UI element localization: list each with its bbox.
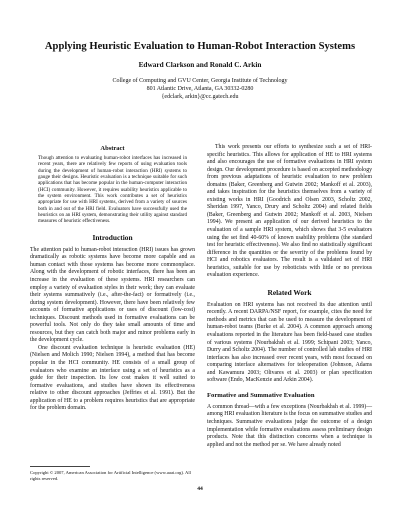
introduction-heading: Introduction bbox=[92, 232, 133, 242]
introduction-paragraph-1: The attention paid to human-robot interaction (HRI) issues has grown dramatically as robotic systems have become more capable and as human contact with those systems has become more commonplace. Along with the development of robotic interfaces, there has been an increase in the evaluation of these systems. HRI researchers can employ a variety of evaluation styles in their work; they can evaluate their systems summatively (i.e., after-the-fact) or formatively (i.e., during system development). However, there have been relatively few accounts of formative applications or uses of discount (low-cost) techniques. Discount methods used in formative evaluations can be powerful tools. Not only do they take small amounts of time and resources, but they can catch both major and minor problems early in the development cycle. bbox=[30, 246, 195, 344]
author-names: Edward Clarkson and Ronald C. Arkin bbox=[138, 60, 262, 69]
related-work-heading: Related Work bbox=[267, 287, 312, 297]
related-work-paragraph: Evaluation on HRI systems has not received its due attention until recently. A recent DARPA/NSF report, for example, cites the need for methods and metrics that can be used to measure the development of human-robot teams (Burke et al. 2004). A common approach among evaluations reported in the literature has been field-based case studies of various systems (Nourbakhsh et al. 1999; Schipani 2003; Yanco, Durry and Scholtz 2004). The number of controlled lab studies of HRI interfaces has also increased over recent years, with most focused on comparing interface alternatives for teleoperation (Johnson, Adams and Kawamura 2003; Olivares et al. 2003) or plan specification software (Endo, MacKenzie and Arkin 2004). bbox=[207, 301, 372, 384]
formative-summative-heading: Formative and Summative Evaluation bbox=[207, 391, 315, 399]
affiliation-line-1: College of Computing and GVU Center, Georgia Institute of Technology bbox=[112, 78, 288, 84]
abstract-heading: Abstract bbox=[100, 145, 125, 152]
affiliation-line-2: 801 Atlantic Drive, Atlanta, GA 30332-0280 bbox=[146, 86, 254, 92]
left-column bbox=[30, 144, 195, 413]
formative-summative-paragraph: A common thread—with a few exceptions (Nourbakhsh et al. 1999)—among HRI evaluation literature is the focus on summative studies and techniques. Summative evaluations judge the outcome of a design implementation while formative evaluations assess preliminary design products. Note that this distinction concerns when a technique is applied and not the method per se. We have already noted bbox=[207, 403, 372, 448]
intro-continued-paragraph: This work presents our efforts to synthesize such a set of HRI-specific heuristics. This allows for application of HE to HRI systems and also encourages the use of formative evaluations in HRI system design. Our development procedure is based on accepted methodology from previous adaptations of heuristic evaluation to new problem domains (Baker, Greenberg and Gutwin 2002; Mankoff et al. 2003), and takes inspiration for the heuristics themselves from a variety of existing works in HRI (Goodrich and Olsen 2003, Scholtz 2002, Sheridan 1997, Yanco, Drury and Scholtz 2004) and related fields (Baker, Greenberg and Gutwin 2002; Mankoff et al. 2003, Nielsen 1994). We present an application of our derived heuristics to the evaluation of a sample HRI system, which shows that 3-5 evaluators using the set find 40-60% of known usability problems (the standard test for heuristic effectiveness). We also find no statistically significant difference in the quantities or the severity of the problems found by HCI and robotics evaluators. The result is a validated set of HRI heuristics, suitable for use by roboticists with little or no previous evaluation experience. bbox=[207, 144, 372, 279]
author-emails: {edclark, arkin}@cc.gatech.edu bbox=[161, 94, 239, 100]
page-number: 44 bbox=[197, 486, 203, 492]
footnote-divider bbox=[30, 466, 90, 467]
paper-title: Applying Heuristic Evaluation to Human-Robot Interaction Systems bbox=[44, 41, 356, 52]
introduction-paragraph-2: One discount evaluation technique is heuristic evaluation (HE) (Nielsen and Molich 1990; Nielsen 1994), a method that has become popular in the HCI community. HE consists of a small group of evaluators who examine an interface using a set of heuristics as a guide for their inspection. Its low cost makes it well suited to formative evaluations, and studies have shown its effectiveness relative to other discount approaches (Jeffries et al. 1991). But the application of HE to a problem requires heuristics that are appropriate for the problem domain. bbox=[30, 344, 195, 412]
right-column bbox=[207, 144, 372, 449]
copyright-footnote: Copyright © 2007, American Association for Artificial Intelligence (www.aaai.org). All rights reserved. bbox=[30, 470, 191, 481]
affiliation-block bbox=[20, 77, 380, 101]
abstract-text: Though attention to evaluating human-robot interfaces has increased in recent years, there are relatively few reports of using evaluation tools during the development of human-robot interaction (HRI) systems to gauge their designs. Heuristic evaluation is a technique suitable for such applications that has become popular in the human-computer interaction (HCI) community. However, it requires usability heuristics applicable to the system environment. This work contributes a set of heuristics appropriate for use with HRI systems, derived from a variety of sources both in and out of the HRI field. Evaluators have successfully used the heuristics on an HRI system, demonstrating their utility against standard measures of heuristic effectiveness. bbox=[38, 155, 187, 225]
